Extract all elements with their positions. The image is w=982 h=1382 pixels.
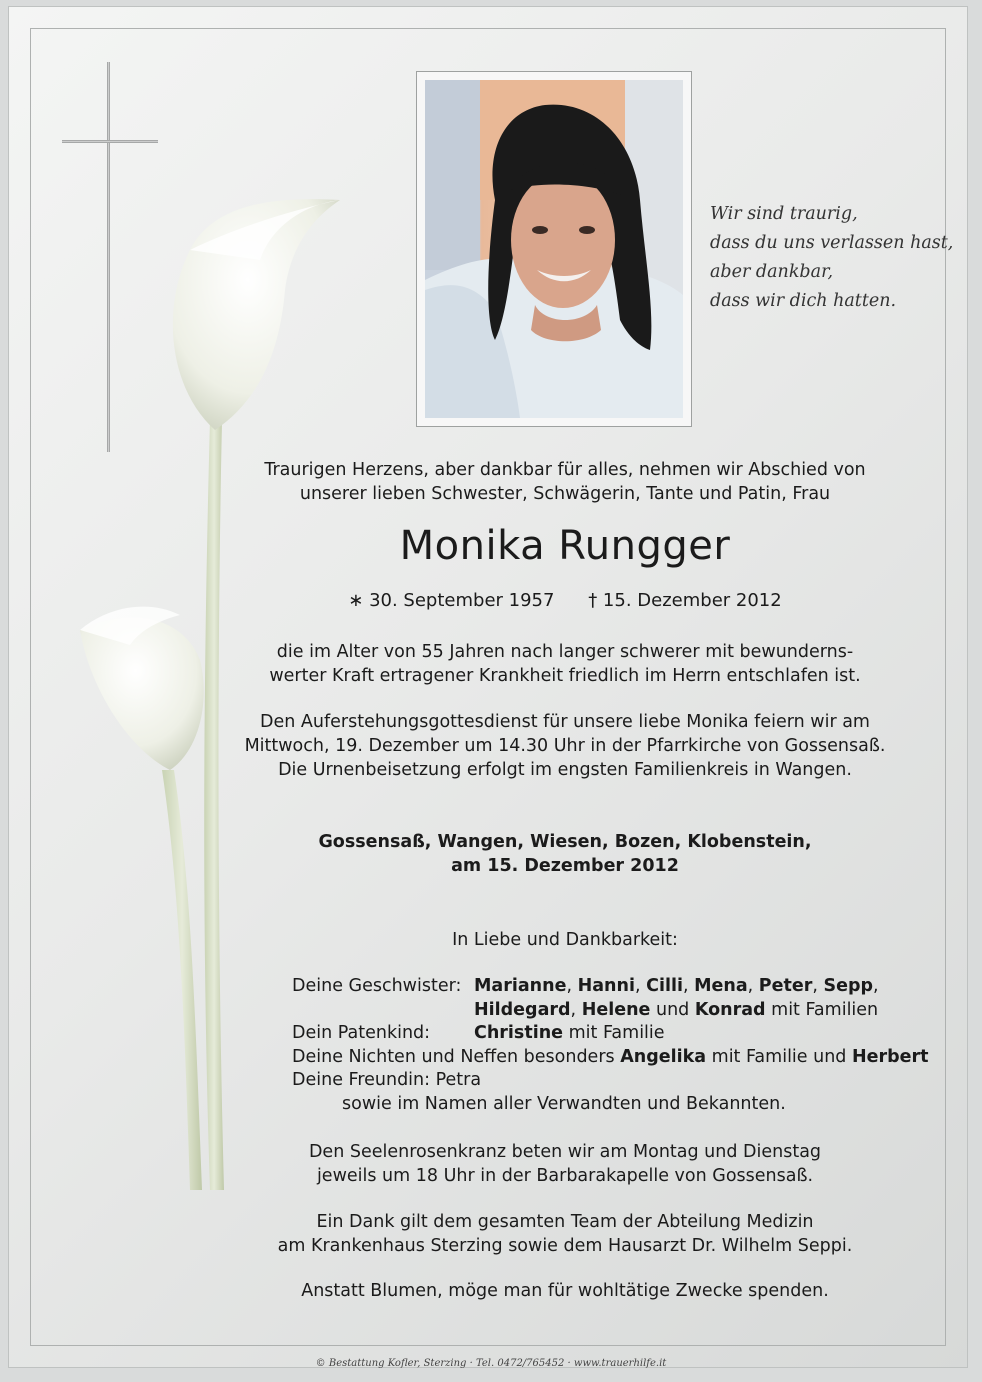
sibling-name: Helene	[581, 999, 651, 1020]
quote-line: aber dankbar,	[710, 262, 834, 282]
friend-row: Deine Freundin: Petra	[292, 1070, 482, 1090]
death-date: † 15. Dezember 2012	[588, 590, 782, 611]
love-gratitude-line: In Liebe und Dankbarkeit:	[452, 930, 678, 950]
quote-line: Wir sind traurig,	[710, 204, 858, 224]
passing-line: werter Kraft ertragener Krankheit friedlich im Herrn entschlafen ist.	[269, 666, 861, 686]
niece-name: Angelika	[620, 1046, 707, 1067]
footer-credit: © Bestattung Kofler, Sterzing · Tel. 0472/765452 · www.trauerhilfe.it	[315, 1358, 667, 1369]
passing-line: die im Alter von 55 Jahren nach langer schwerer mit bewunderns-	[276, 642, 854, 662]
places-line: am 15. Dezember 2012	[451, 856, 679, 876]
sibling-name: Hanni	[577, 976, 635, 996]
quote-line: dass du uns verlassen hast,	[710, 233, 954, 253]
intro-line: Traurigen Herzens, aber dankbar für alles, nehmen wir Abschied von	[264, 460, 866, 480]
places-date	[230, 830, 900, 878]
portrait-photo	[425, 80, 683, 418]
passing-text	[230, 640, 900, 688]
relative-name: Herbert	[852, 1046, 929, 1067]
godchild-label: Dein Patenkind:	[292, 1023, 431, 1043]
places-line: Gossensaß, Wangen, Wiesen, Bozen, Klobenstein,	[318, 832, 812, 852]
cross-icon-horizontal	[62, 140, 158, 143]
nieces-label: Deine Nichten und Neffen besonders	[292, 1046, 615, 1067]
thanks-text	[230, 1210, 900, 1258]
with-families: mit Familien	[771, 999, 879, 1020]
sibling-name: Cilli	[646, 976, 683, 996]
with-family: mit Familie	[568, 1023, 665, 1043]
with-family-and: mit Familie und	[711, 1046, 847, 1067]
sibling-name: Konrad	[694, 999, 766, 1020]
service-line: Die Urnenbeisetzung erfolgt im engsten Familienkreis in Wangen.	[278, 760, 852, 780]
thanks-line: Ein Dank gilt dem gesamten Team der Abteilung Medizin	[316, 1212, 814, 1232]
rosary-text	[230, 1140, 900, 1188]
relatives-list	[292, 975, 952, 1116]
service-text	[230, 710, 900, 782]
sibling-name: Peter	[758, 976, 813, 996]
others-row: sowie im Namen aller Verwandten und Bekannten.	[342, 1093, 786, 1114]
siblings-row-2: Hildegard, Helene und Konrad mit Familien	[474, 999, 879, 1020]
sibling-name: Sepp	[823, 976, 874, 996]
portrait-frame	[416, 71, 692, 427]
rosary-line: jeweils um 18 Uhr in der Barbarakapelle von Gossensaß.	[316, 1166, 814, 1186]
birth-date: ∗ 30. September 1957	[348, 590, 555, 611]
thanks-line: am Krankenhaus Sterzing sowie dem Hausarzt Dr. Wilhelm Seppi.	[277, 1236, 853, 1256]
quote-line: dass wir dich hatten.	[710, 291, 897, 311]
godchild-name: Christine	[474, 1023, 564, 1043]
siblings-row: Deine Geschwister: Marianne, Hanni, Cilli, Mena, Peter, Sepp,	[292, 975, 952, 999]
conjunction: und	[655, 999, 690, 1020]
memorial-quote	[710, 200, 960, 316]
godchild-row	[292, 1022, 952, 1046]
nieces-row	[292, 1046, 952, 1070]
sibling-name: Marianne	[474, 976, 567, 996]
sibling-name: Hildegard	[474, 999, 571, 1020]
flowers-note: Anstatt Blumen, möge man für wohltätige Zwecke spenden.	[301, 1281, 829, 1301]
deceased-name: Monika Rungger	[399, 523, 731, 569]
life-dates	[230, 589, 900, 613]
sibling-name: Mena	[694, 976, 748, 996]
rosary-line: Den Seelenrosenkranz beten wir am Montag und Dienstag	[308, 1142, 822, 1162]
intro-line: unserer lieben Schwester, Schwägerin, Tante und Patin, Frau	[299, 484, 831, 504]
service-line: Den Auferstehungsgottesdienst für unsere liebe Monika feiern wir am	[260, 712, 870, 732]
intro-text	[230, 458, 900, 506]
service-line: Mittwoch, 19. Dezember um 14.30 Uhr in der Pfarrkirche von Gossensaß.	[244, 736, 886, 756]
siblings-label: Deine Geschwister:	[292, 976, 462, 996]
